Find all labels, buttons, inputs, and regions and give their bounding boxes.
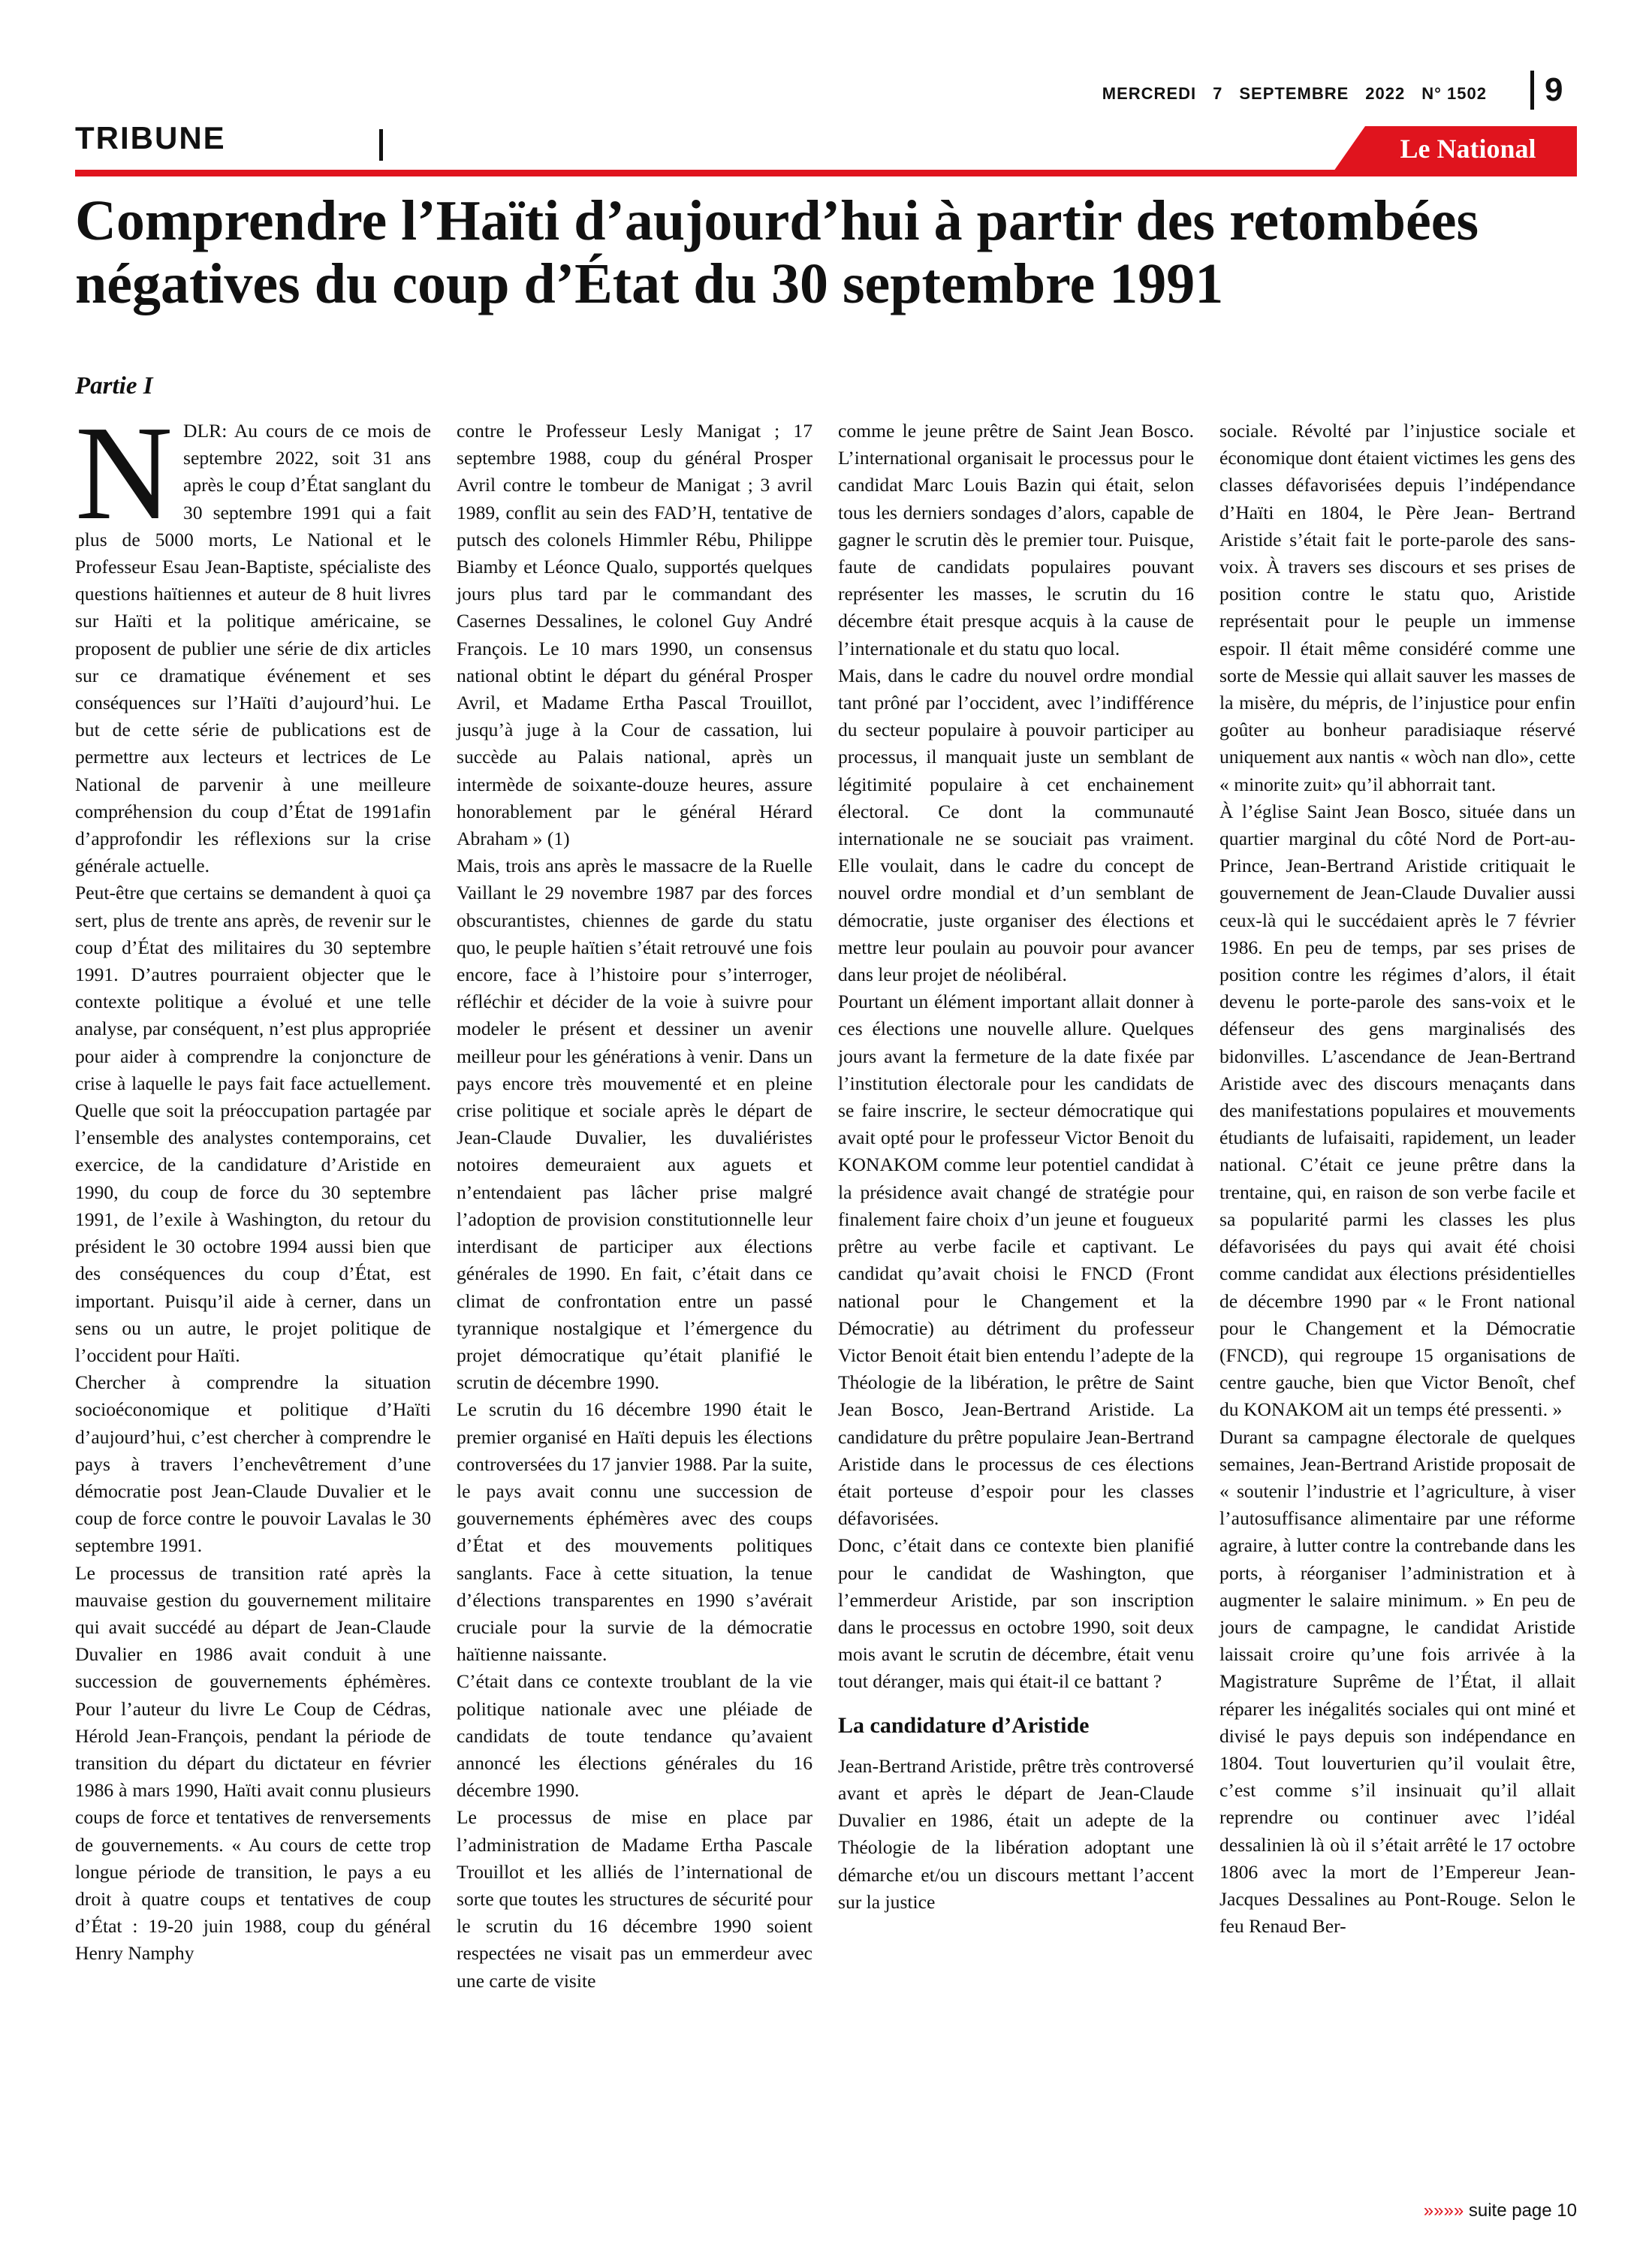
paragraph: Mais, trois ans après le massacre de la Ruelle Vaillant le 29 novembre 1987 par des forces obscurantistes, chiennes de garde du statu quo, le peuple haïtien s’était retrouvé une fois encore, face à l’histoire pour s’interroger, réfléchir et décider de la voie à suivre pour modeler le présent et dessiner un avenir meilleur pour les générations à venir. Dans un pays encore très mouvementé et en pleine crise politique et sociale après le départ de Jean-Claude Duvalier, les duvaliéristes notoires demeuraient aux aguets et n’entendaient pas lâcher prise malgré l’adoption de provision constitutionnelle leur interdisant de participer aux élections générales de 1990. En fait, c’était dans ce climat de confrontation entre un passé tyrannique nostalgique et l’émergence du projet démocratique qu’était planifié le scrutin de décembre 1990.: [457, 855, 812, 1394]
paragraph: sociale. Révolté par l’injustice sociale et économique dont étaient victimes les gens des classes défavorisées depuis l’indépendance d’Haïti en 1804, le Père Jean- Bertrand Aristide s’était fait le porte-parole des sans-voix. À travers ses discours et ses prises de position contre le statu quo, Aristide représentait pour le peuple un immense espoir. Il était même considéré comme une sorte de Messie qui allait sauver les masses de la misère, du mépris, de l’injustice pour enfin goûter au bonheur paradisiaque réservé uniquement aux nantis « wòch nan dlo», cette « minorite zuit» qu’il abhorrait tant.: [1219, 420, 1575, 795]
article-title: Comprendre l’Haïti d’aujourd’hui à partir des retombées négatives du coup d’État du 30 septembre 1991: [75, 189, 1479, 315]
paragraph: Peut-être que certains se demandent à quoi ça sert, plus de trente ans après, de revenir sur le coup d’État des militaires du 30 septembre 1991. D’autres pourraient objecter que le contexte politique a évolué et une telle analyse, par conséquent, n’est plus appropriée pour aider à comprendre la conjoncture de crise à laquelle le pays fait face actuellement. Quelle que soit la préoccupation partagée par l’ensemble des analystes contemporains, cet exercice, de la candidature d’Aristide en 1990, du coup de force du 30 septembre 1991, de l’exile à Washington, du retour du président le 30 octobre 1994 aussi bien que des conséquences du coup d’État, est important. Puisqu’il aide à cerner, dans un sens ou un autre, le projet politique de l’occident pour Haïti.: [75, 882, 431, 1366]
paragraph: contre le Professeur Lesly Manigat ; 17 septembre 1988, coup du général Prosper Avril contre le tombeur de Manigat ; 3 avril 1989, conflit au sein des FAD’H, tentative de putsch des colonels Himmler Rébu, Philippe Biamby et Léonce Qualo, supportés quelques jours plus tard par le commandant des Casernes Dessalines, le colonel Guy André François. Le 10 mars 1990, un consensus national obtint le départ du général Prosper Avril, et Madame Ertha Pascal Trouillot, jusqu’à juge à la Cour de cassation, lui succède au Palais national, après un intermède de soixante-douze heures, assure honorablement par le général Hérard Abraham » (1): [457, 420, 812, 850]
continuation-note: [1277, 2200, 1577, 2221]
paragraph: Pourtant un élément important allait donner à ces élections une nouvelle allure. Quelques jours avant la fermeture de la date fixée par l’institution électorale pour les candidats de se faire inscrire, le secteur démocratique qui avait opté pour le professeur Victor Benoit du KONAKOM comme leur potentiel candidat à la présidence avait changé de stratégie pour finalement faire choix d’un jeune et fougueux prêtre au verbe facile et captivant. Le candidat qu’avait choisi le FNCD (Front national pour le Changement et la Démocratie) au détriment du professeur Victor Benoit était bien entendu l’adepte de la Théologie de la libération, le prêtre de Saint Jean Bosco, Jean-Bertrand Aristide. La candidature du prêtre populaire Jean-Bertrand Aristide dans le processus de ces élections était porteuse d’espoir pour les classes défavorisées.: [838, 991, 1194, 1530]
date-day: 7: [1213, 84, 1223, 103]
paragraph: Le processus de transition raté après la mauvaise gestion du gouvernement militaire qui avait succédé au départ de Jean-Claude Duvalier en 1986 avait conduit à une succession de gouvernements éphémères. Pour l’auteur du livre Le Coup de Cédras, Hérold Jean-François, pendant la période de transition du départ du dictateur en février 1986 à mars 1990, Haïti avait connu plusieurs coups de force et tentatives de renversements de gouvernements. « Au cours de cette trop longue période de transition, le pays a eu droit à quatre coups et tentatives de coup d’État : 19-20 juin 1988, coup du général Henry Namphy: [75, 1561, 431, 1965]
paragraph: Le scrutin du 16 décembre 1990 était le premier organisé en Haïti depuis les élections controversées du 17 janvier 1988. Par la suite, le pays avait connu une succession de gouvernements éphémères avec des coups d’État et des mouvements politiques sanglants. Face à cette situation, la tenue d’élections transparentes en 1990 s’avérait cruciale pour la survie de la démocratie haïtienne naissante.: [457, 1398, 812, 1666]
article-column-3: [838, 418, 1194, 1916]
drop-cap: N: [75, 398, 173, 547]
paragraph: Mais, dans le cadre du nouvel ordre mondial tant prôné par l’occident, avec l’indifférence du secteur populaire à pouvoir participer au processus, il manquait juste un semblant de légitimité populaire à cet enchainement électoral. Ce dont la communauté internationale ne se souciait pas vraiment. Elle voulait, dans le cadre du concept de nouvel ordre mondial et d’un semblant de démocratie, juste organiser des élections et mettre leur poulain au pouvoir pour avancer dans leur projet de néolibéral.: [838, 664, 1194, 986]
dateline: [976, 84, 1487, 104]
paragraph: Donc, c’était dans ce contexte bien planifié pour le candidat de Washington, que l’emmerdeur Aristide, par son inscription dans le processus en octobre 1990, soit deux mois avant le scrutin de décembre, était venu tout déranger, mais qui était-il ce battant ?: [838, 1534, 1194, 1693]
section-divider: [379, 129, 383, 161]
date-year: 2022: [1365, 84, 1406, 103]
continuation-page: 10: [1557, 2200, 1577, 2221]
paragraph: Le processus de mise en place par l’administration de Madame Ertha Pascale Trouillot et les alliés de l’international de sorte que toutes les structures de sécurité pour le scrutin du 16 décembre 1990 soient respectées ne visait pas un emmerdeur avec une carte de visite: [457, 1806, 812, 1992]
article-column-1: [75, 398, 431, 1968]
paragraph: C’était dans ce contexte troublant de la vie politique nationale avec une pléiade de candidats de toute tendance qu’avaient annoncé les élections générales du 16 décembre 1990.: [457, 1670, 812, 1802]
article-column-4: [1219, 418, 1575, 1940]
article-subheading: La candidature d’Aristide: [838, 1712, 1090, 1738]
brand-name: Le National: [1400, 134, 1536, 164]
section-label: TRIBUNE: [75, 120, 226, 155]
date-weekday: MERCREDI: [1102, 84, 1197, 103]
header-rule: [75, 170, 1577, 176]
continuation-label: suite page: [1468, 2200, 1552, 2221]
issue-number: N° 1502: [1421, 84, 1487, 103]
paragraph: comme le jeune prêtre de Saint Jean Bosco. L’international organisait le processus pour le candidat Marc Louis Bazin qui était, selon tous les derniers sondages d’alors, capable de gagner le scrutin dès le premier tour. Puisque, faute de candidats populaires pouvant représenter les masses, le scrutin du 16 décembre était presque acquis à la cause de l’internationale et du statu quo local.: [838, 420, 1194, 659]
paragraph: À l’église Saint Jean Bosco, située dans un quartier marginal du côté Nord de Port-au-Prince, Jean-Bertrand Aristide critiquait le gouvernement de Jean-Claude Duvalier aussi ceux-là qui le succédaient après le 7 février 1986. En peu de temps, par ses prises de position contre les régimes d’alors, il était devenu le porte-parole des sans-voix et le défenseur des gens marginalisés des bidonvilles. L’ascendance de Jean-Bertrand Aristide avec des discours menaçants dans des manifestations populaires et mouvements étudiants de lufaisaiti, rapidement, un leader national. C’était ce jeune prêtre dans la trentaine, qui, en raison de son verbe facile et sa popularité parmi les classes les plus défavorisées du pays qui avait été choisi comme candidat aux élections présidentielles de décembre 1990 par « le Front national pour le Changement et la Démocratie (FNCD), qui regroupe 15 organisations de centre gauche, bien que Victor Benoît, chef du KONAKOM ait un temps été pressenti. »: [1219, 800, 1575, 1421]
paragraph: DLR: Au cours de ce mois de septembre 2022, soit 31 ans après le coup d’État sanglant du 30 septembre 1991 qui a fait plus de 5000 morts, Le National et le Professeur Esau Jean-Baptiste, spécialiste des questions haïtiennes et auteur de 8 huit livres sur Haïti et la politique américaine, se proposent de publier une série de dix articles sur ce dramatique événement et ses conséquences sur l’Haïti d’aujourd’hui. Le but de cette série de publications est de permettre aux lecteurs et lectrices de Le National de parvenir à une meilleure compréhension du coup d’État de 1991afin d’approfondir les réflexions sur la crise générale actuelle.: [75, 420, 431, 877]
paragraph: Durant sa campagne électorale de quelques semaines, Jean-Bertrand Aristide proposait de « soutenir l’industrie et l’agriculture, à viser l’autosuffisance alimentaire par une réforme agraire, à lutter contre la contrebande dans les ports, à réorganiser l’administration et à augmenter le salaire minimum. » En peu de jours de campagne, le candidat Aristide laissait croire qu’une fois arrivée à la Magistrature Suprême de l’État, il allait réparer les inégalités sociales qui ont miné et divisé le pays depuis son indépendance en 1804. Tout louverturien qu’il voulait être, c’est comme s’il insinuait qu’il allait reprendre ou continuer avec l’idéal dessalinien là où il s’était arrêté le 17 octobre 1806 avec la mort de l’Empereur Jean-Jacques Dessalines au Pont-Rouge. Selon le feu Renaud Ber-: [1219, 1425, 1575, 1938]
article-column-2: [457, 418, 812, 1995]
page-number: 9: [1530, 71, 1612, 110]
paragraph: Chercher à comprendre la situation socioéconomique et politique d’Haïti d’aujourd’hui, c’est chercher à comprendre le pays à travers l’enchevêtrement d’une démocratie post Jean-Claude Duvalier et le coup de force contre le pouvoir Lavalas le 30 septembre 1991.: [75, 1371, 431, 1557]
article-kicker: Partie I: [75, 372, 153, 400]
paragraph: Jean-Bertrand Aristide, prêtre très controversé avant et après le départ de Jean-Claude Duvalier en 1986, était un adepte de la Théologie de la libération adoptant une démarche et/ou un discours mettant l’accent sur la justice: [838, 1754, 1194, 1913]
date-month: SEPTEMBRE: [1239, 84, 1349, 103]
continuation-arrows: »»»»: [1423, 2200, 1464, 2221]
